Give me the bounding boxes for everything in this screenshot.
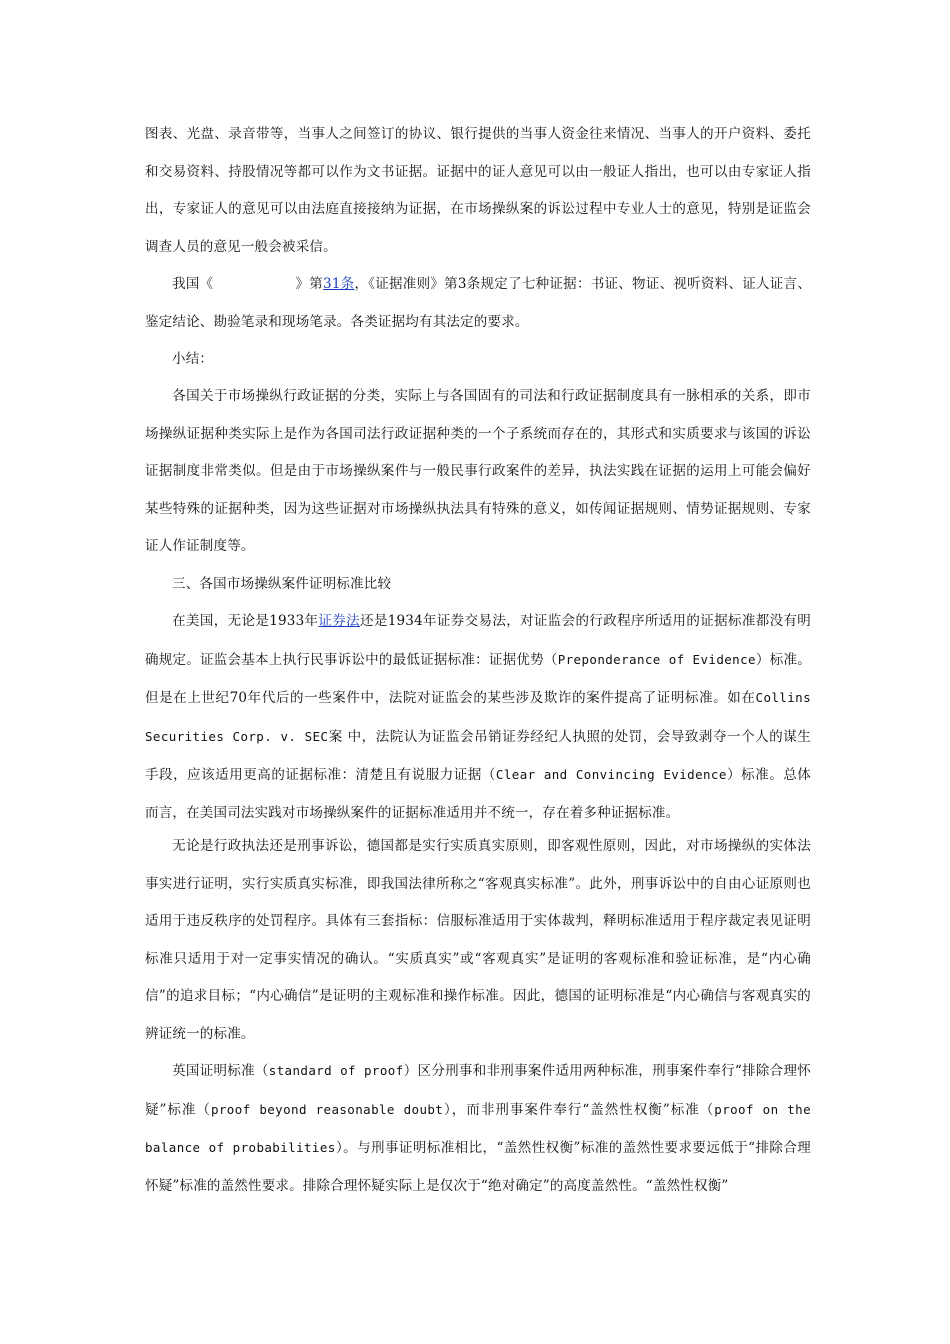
text-segment: ）。与刑事证明标准相比，“盖然性权衡”标准的盖然性要求要远低于“排除合理怀疑”标准的盖然性要求。排除合理怀疑实际上是仅次于“绝对确定”的高度盖然性。“盖然性权衡” — [145, 1140, 812, 1194]
section-heading — [145, 566, 811, 604]
paragraph-text: 各国关于市场操纵行政证据的分类，实际上与各国固有的司法和行政证据制度具有一脉相承的关系，即市场操纵证据种类实际上是作为各国司法行政证据种类的一个子系统而存在的，其形式和实质要求与该国的诉讼证据制度非常类似。但是由于市场操纵案件与一般民事行政案件的差异，执法实践在证据的运用上可能会偏好某些特殊的证据种类，因为这些证据对市场操纵执法具有特殊的意义，如传闻证据规则、情势证据规则、专家证人作证制度等。 — [145, 388, 811, 554]
text-segment: 在美国，无论是1933年 — [172, 613, 319, 629]
paragraph-text: 无论是行政执法还是刑事诉讼，德国都是实行实质真实原则，即客观性原则，因此，对市场操纵的实体法事实进行证明，实行实质真实标准，即我国法律所称之“客观真实标准”。此外，刑事诉讼中的自由心证原则也适用于违反秩序的处罚程序。具体有三套指标：信服标准适用于实体裁判，释明标准适用于程序裁定表见证明标准只适用于对一定事实情况的确认。“实质真实”或“客观真实”是证明的客观标准和验证标准，是“内心确信”的追求目标；“内心确信”是证明的主观标准和操作标准。因此，德国的证明标准是“内心确信与客观真实的辨证统一的标准。 — [145, 838, 811, 1042]
text-segment: 还是1934年证券交易法，对证监会的行政程序所适用的证据标准都没有明确规定。证监会基本上执行民事诉讼中的最低证据标准：证据优势（ — [145, 613, 812, 668]
securities-law-link[interactable]: 证券法 — [318, 613, 360, 629]
case-name: Collins Securities Corp. v. SEC — [145, 690, 811, 744]
text-segment: 》第 — [295, 276, 324, 292]
english-term: standard of proof — [268, 1063, 404, 1078]
text-segment: ）标准。但是在上世纪70年代后的一些案件中，法院对证监会的某些涉及欺诈的案件提高了证明标准。如在 — [145, 651, 811, 706]
paragraph-evidence-types — [145, 116, 811, 266]
text-segment: ）标准。总体而言，在美国司法实践对市场操纵案件的证据标准适用并不统一，存在着多种证据标准。 — [145, 767, 812, 821]
text-segment: 案 中，法院认为证监会吊销证券经纪人执照的处罚，会导致剥夺一个人的谋生手段，应该适用更高的证据标准：清楚且有说服力证据（ — [145, 728, 811, 783]
paragraph-summary — [145, 378, 811, 566]
text-segment: ）区分刑事和非刑事案件适用两种标准，刑事案件奉行“排除合理怀疑”标准（ — [145, 1063, 811, 1118]
english-term: proof on the balance of probabilities — [145, 1101, 812, 1155]
english-term: proof beyond reasonable doubt — [210, 1101, 444, 1117]
paragraph-text: 图表、光盘、录音带等，当事人之间签订的协议、银行提供的当事人资金往来情况、当事人的开户资料、委托和交易资料、持股情况等都可以作为文书证据。证据中的证人意见可以由一般证人指出，也可以由专家证人指出，专家证人的意见可以由法庭直接接纳为证据，在市场操纵案的诉讼过程中专业人士的意见，特别是证监会调查人员的意见一般会被采信。 — [145, 126, 811, 255]
paragraph-uk — [145, 1052, 811, 1205]
paragraph-germany — [145, 828, 811, 1053]
paragraph-china-evidence — [145, 266, 811, 341]
paragraph-usa — [145, 603, 811, 832]
text-segment: 我国《 — [172, 276, 214, 292]
paragraph-summary-heading — [145, 341, 811, 379]
article-31-link[interactable]: 31条 — [323, 276, 355, 292]
text-segment: ），而非刑事案件奉行“盖然性权衡”标准（ — [443, 1101, 715, 1118]
english-term: Clear and Convincing Evidence — [495, 767, 727, 782]
text-segment: 英国证明标准（ — [172, 1063, 269, 1079]
summary-label: 小结： — [172, 351, 214, 367]
section-title: 三、各国市场操纵案件证明标准比较 — [172, 576, 392, 592]
english-term: Preponderance of Evidence — [557, 651, 756, 667]
text-segment: ，《证据准则》第3条规定了七种证据：书证、物证、视听资料、证人证言、鉴定结论、勘验笔录和现场笔录。各类证据均有其法定的要求。 — [145, 276, 812, 330]
